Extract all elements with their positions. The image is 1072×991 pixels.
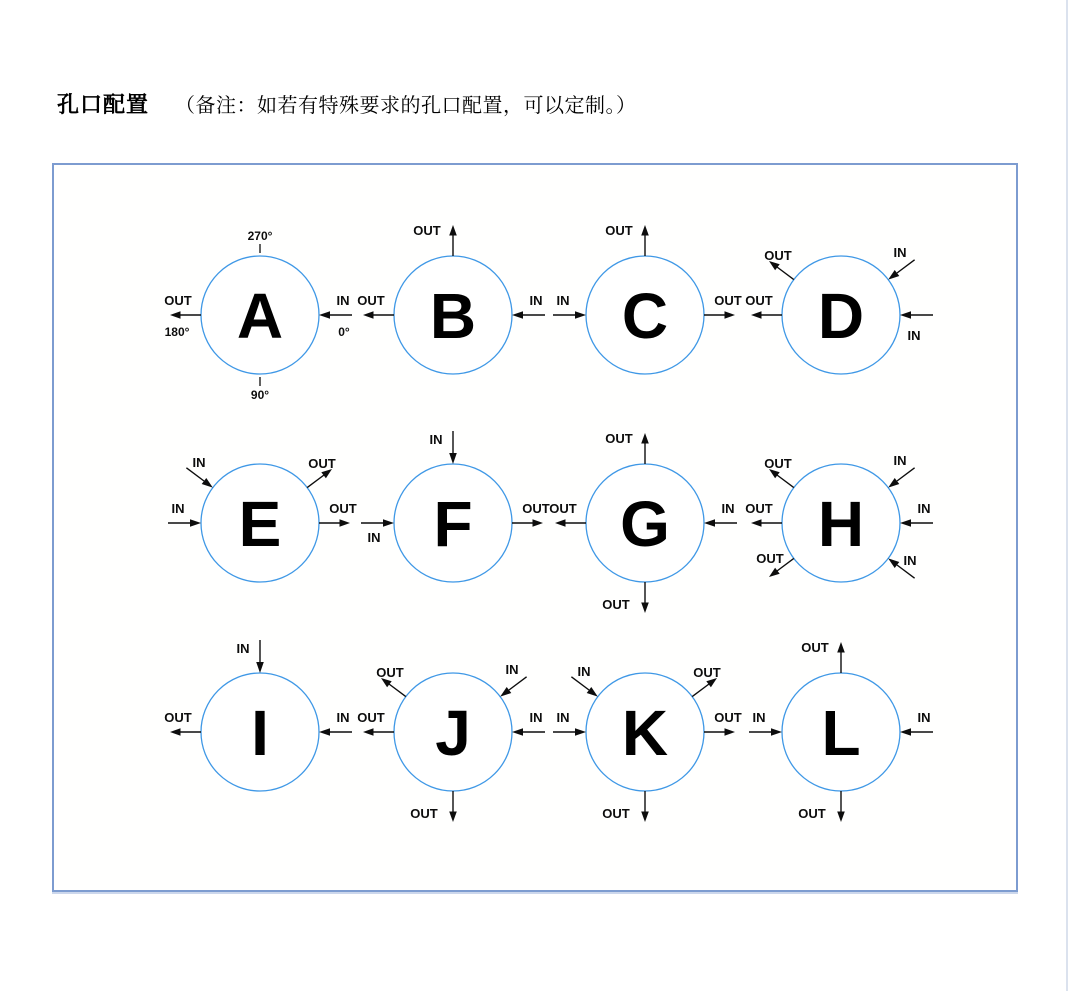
flow-label: OUT — [714, 293, 742, 308]
flow-label: IN — [917, 710, 931, 725]
flow-label: IN — [529, 710, 543, 725]
port-e-in — [512, 710, 545, 736]
flow-label: OUT — [764, 456, 792, 471]
port-arrow-line — [307, 475, 324, 488]
port-arrowhead — [888, 558, 899, 568]
flow-label: OUT — [801, 640, 829, 655]
flow-label: IN — [556, 710, 570, 725]
port-arrowhead — [575, 728, 586, 736]
port-arrowhead — [555, 519, 566, 527]
flow-label: OUT — [714, 710, 742, 725]
flow-label: OUT — [522, 501, 550, 516]
port-n-out — [605, 223, 649, 256]
port-arrowhead — [533, 519, 544, 527]
flow-label: IN — [367, 530, 381, 545]
flow-label: OUT — [756, 551, 784, 566]
circle-letter: K — [621, 697, 669, 769]
section-header — [57, 88, 637, 119]
flow-label: OUT — [798, 806, 826, 821]
port-nw-out — [376, 665, 406, 697]
port-arrow-line — [692, 684, 709, 697]
port-w-out — [164, 293, 201, 339]
flow-label: OUT — [410, 806, 438, 821]
flow-label: IN — [917, 501, 931, 516]
port-n-out — [605, 431, 649, 464]
port-configuration-diagram — [54, 165, 1016, 890]
circle-letter: B — [429, 280, 477, 352]
section-note: （备注：如若有特殊要求的孔口配置，可以定制。） — [175, 95, 637, 117]
flow-label: IN — [336, 293, 350, 308]
circle-letter: H — [817, 488, 865, 560]
angle-label: 90° — [250, 388, 270, 402]
flow-label: OUT — [308, 456, 336, 471]
page-edge-line — [1066, 0, 1068, 991]
port-w-out — [745, 501, 782, 527]
config-I — [164, 640, 352, 791]
port-arrowhead — [900, 728, 911, 736]
flow-label: IN — [893, 453, 907, 468]
port-s-out — [602, 791, 649, 822]
port-sw-out — [756, 551, 794, 577]
circle-letter: F — [433, 488, 473, 560]
angle-sublabel: 0° — [338, 325, 350, 339]
flow-label: IN — [429, 432, 443, 447]
port-w-in — [553, 710, 586, 736]
port-arrow-line — [389, 684, 406, 697]
port-arrowhead — [641, 603, 649, 614]
port-arrowhead — [449, 225, 457, 236]
flow-label: IN — [505, 662, 519, 677]
config-K — [553, 664, 742, 822]
port-w-in — [361, 519, 394, 545]
flow-label: OUT — [549, 501, 577, 516]
config-E — [168, 455, 357, 582]
port-arrowhead — [363, 311, 374, 319]
flow-label: IN — [903, 553, 917, 568]
port-e-in — [900, 311, 933, 343]
flow-label: IN — [192, 455, 206, 470]
port-arrowhead — [641, 812, 649, 823]
port-e-out — [704, 710, 742, 736]
port-w-in — [553, 293, 586, 319]
config-L — [749, 640, 933, 822]
port-nw-out — [764, 456, 794, 488]
flow-label: IN — [907, 328, 921, 343]
port-w-out — [164, 710, 201, 736]
port-ne-in — [500, 662, 526, 697]
port-arrowhead — [837, 642, 845, 653]
port-arrow-line — [777, 267, 794, 280]
flow-label: OUT — [413, 223, 441, 238]
port-arrowhead — [512, 728, 523, 736]
port-arrowhead — [704, 519, 715, 527]
flow-label: IN — [336, 710, 350, 725]
flow-label: OUT — [602, 806, 630, 821]
port-e-in — [900, 710, 933, 736]
port-arrow-line — [897, 260, 915, 273]
circle-letter: J — [435, 697, 471, 769]
flow-label: IN — [236, 641, 250, 656]
section-title: 孔口配置 — [57, 92, 150, 117]
port-arrowhead — [256, 662, 264, 673]
flow-label: OUT — [164, 293, 192, 308]
config-F — [361, 431, 550, 582]
port-arrowhead — [202, 478, 213, 488]
port-nw-out — [764, 248, 794, 280]
port-arrowhead — [641, 433, 649, 444]
port-ne-in — [888, 245, 914, 280]
flow-label: OUT — [329, 501, 357, 516]
port-arrowhead — [363, 728, 374, 736]
port-arrowhead — [500, 687, 511, 697]
config-B — [357, 223, 545, 374]
port-arrowhead — [837, 812, 845, 823]
port-arrowhead — [383, 519, 394, 527]
config-H — [745, 453, 933, 582]
circle-letter: A — [236, 280, 284, 352]
port-e-out — [704, 293, 742, 319]
port-arrowhead — [751, 311, 762, 319]
port-w-out — [357, 710, 394, 736]
port-arrowhead — [587, 687, 598, 697]
flow-label: OUT — [693, 665, 721, 680]
port-arrowhead — [170, 311, 181, 319]
flow-label: IN — [721, 501, 735, 516]
port-arrowhead — [771, 728, 782, 736]
circle-letter: E — [238, 488, 282, 560]
angle-sublabel: 180° — [164, 325, 190, 339]
circle-letter: L — [821, 697, 861, 769]
port-e-in — [704, 501, 737, 527]
port-nw-in — [571, 664, 597, 697]
port-w-out — [549, 501, 586, 527]
port-e-in — [319, 293, 352, 339]
flow-label: OUT — [376, 665, 404, 680]
port-e-in — [900, 501, 933, 527]
port-s-out — [798, 791, 845, 822]
port-arrowhead — [319, 311, 330, 319]
port-arrowhead — [190, 519, 201, 527]
port-arrowhead — [319, 728, 330, 736]
port-arrowhead — [900, 519, 911, 527]
port-arrow-line — [897, 468, 915, 481]
circle-letter: G — [620, 488, 670, 560]
port-arrowhead — [340, 519, 351, 527]
port-arrowhead — [725, 728, 736, 736]
port-arrowhead — [769, 568, 780, 577]
port-w-in — [168, 501, 201, 527]
config-A — [164, 229, 352, 402]
port-arrowhead — [888, 270, 899, 280]
circle-letter: C — [621, 280, 669, 352]
flow-label: OUT — [745, 501, 773, 516]
port-w-out — [357, 293, 394, 319]
flow-label: OUT — [605, 431, 633, 446]
flow-label: IN — [171, 501, 185, 516]
port-se-in — [888, 553, 916, 578]
port-e-out — [319, 501, 357, 527]
flow-label: OUT — [357, 293, 385, 308]
circle-letter: I — [251, 697, 269, 769]
port-arrow-line — [509, 677, 527, 690]
port-n-out — [413, 223, 457, 256]
flow-label: IN — [529, 293, 543, 308]
port-e-out — [512, 501, 550, 527]
config-D — [745, 245, 933, 374]
flow-label: OUT — [745, 293, 773, 308]
port-arrowhead — [900, 311, 911, 319]
port-nw-in — [186, 455, 212, 488]
flow-label: IN — [893, 245, 907, 260]
port-arrowhead — [575, 311, 586, 319]
flow-label: OUT — [602, 597, 630, 612]
angle-label: 270° — [247, 229, 273, 243]
flow-label: IN — [556, 293, 570, 308]
port-e-in — [319, 710, 352, 736]
port-arrowhead — [751, 519, 762, 527]
port-n-out — [801, 640, 845, 673]
flow-label: OUT — [357, 710, 385, 725]
port-s-out — [410, 791, 457, 822]
port-arrowhead — [888, 478, 899, 488]
port-arrowhead — [725, 311, 736, 319]
flow-label: OUT — [764, 248, 792, 263]
port-w-out — [745, 293, 782, 319]
port-e-in — [512, 293, 545, 319]
port-ne-out — [692, 665, 721, 697]
port-w-in — [749, 710, 782, 736]
port-s-out — [602, 582, 649, 613]
flow-label: OUT — [605, 223, 633, 238]
flow-label: IN — [577, 664, 591, 679]
flow-label: IN — [752, 710, 766, 725]
config-J — [357, 662, 545, 822]
port-arrowhead — [170, 728, 181, 736]
port-arrowhead — [641, 225, 649, 236]
port-n-in — [430, 431, 457, 464]
port-arrowhead — [449, 812, 457, 823]
config-C — [553, 223, 742, 374]
port-ne-in — [888, 453, 914, 488]
port-n-in — [237, 640, 264, 673]
config-G — [549, 431, 737, 613]
port-arrow-line — [777, 475, 794, 488]
diagram-box — [52, 163, 1018, 892]
circle-letter: D — [817, 280, 865, 352]
port-ne-out — [307, 456, 336, 488]
port-arrowhead — [512, 311, 523, 319]
port-arrowhead — [449, 453, 457, 464]
flow-label: OUT — [164, 710, 192, 725]
